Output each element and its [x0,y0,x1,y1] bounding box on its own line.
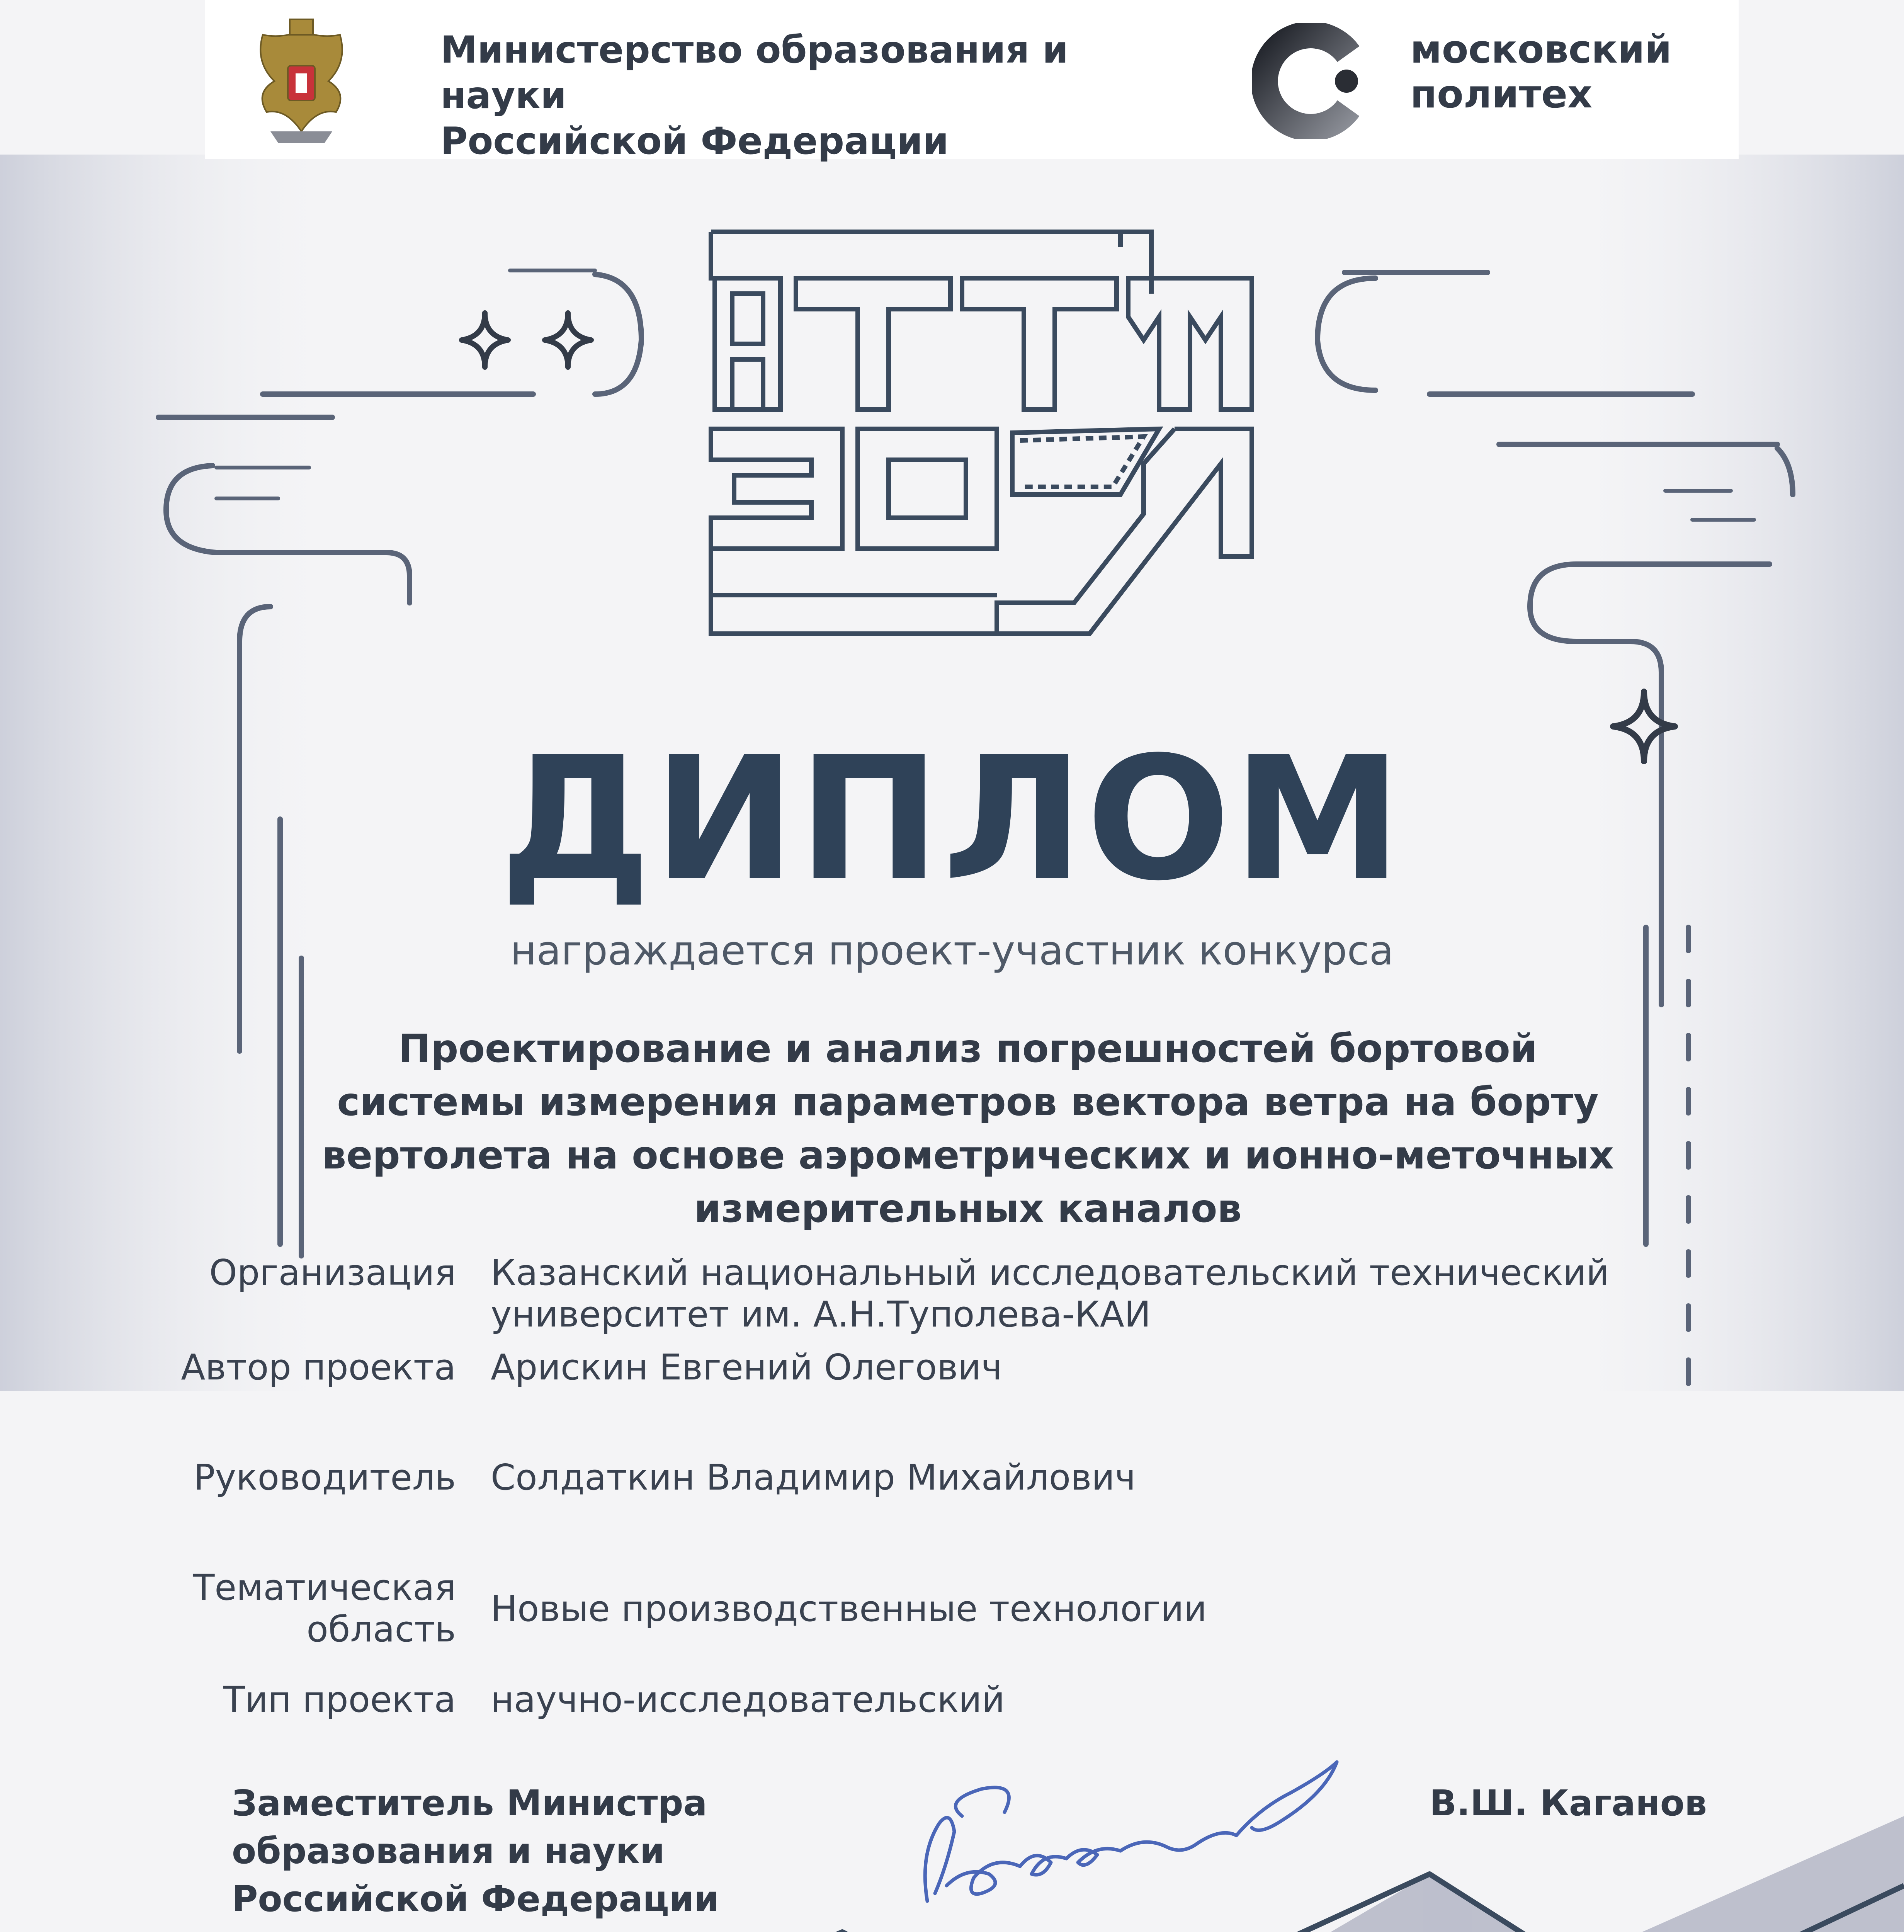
ministry-name-line-2: Российской Федерации [440,119,949,163]
thematic-area-value-text: Новые производственные технологии [491,1588,1207,1629]
signatory-name: В.Ш. Каганов [1430,1782,1707,1824]
organization-label-text: Организация [209,1252,456,1293]
author-value [491,1347,1611,1388]
signatory-title-line: образования и науки [232,1830,665,1872]
diploma-title: ДИПЛОМ [500,720,1404,918]
project-type-value [491,1679,1611,1721]
university-name-line-2: политех [1410,71,1593,117]
project-title-line: системы измерения параметров вектора ветра на борту [337,1079,1599,1124]
ministry-name [440,27,1194,164]
author-label [0,1347,456,1388]
organization-value [491,1252,1611,1335]
thematic-area-label [0,1567,456,1650]
project-title-line: вертолета на основе аэрометрических и ионно-меточных [322,1133,1614,1178]
author-value-text: Арискин Евгений Олегович [491,1347,1002,1388]
supervisor-value-text: Солдаткин Владимир Михайлович [491,1457,1136,1498]
organization-label [0,1252,456,1294]
event-logo [711,232,1252,634]
ministry-name-line-1: Министерство образования и науки [440,28,1069,117]
project-title-line: Проектирование и анализ погрешностей бортовой [398,1026,1537,1071]
organization-value-line: Казанский национальный исследовательский технический [491,1252,1610,1293]
supervisor-label [0,1457,456,1498]
coat-of-arms-icon [240,15,363,147]
signatory-title [232,1779,811,1923]
project-type-label [0,1679,456,1721]
signatory-title-line: Заместитель Министра [232,1782,707,1824]
project-title-line: измерительных каналов [694,1186,1242,1231]
organization-value-line: университет им. А.Н.Туполева-КАИ [491,1294,1151,1335]
supervisor-value [491,1457,1611,1498]
polytech-logo-icon [1252,23,1375,139]
project-type-value-text: научно-исследовательский [491,1679,1005,1720]
thematic-area-label-line: Тематическая [193,1567,456,1608]
university-name-line-1: московский [1410,27,1672,72]
signature-icon [904,1739,1352,1917]
author-label-text: Автор проекта [181,1347,456,1388]
project-title [301,1022,1634,1235]
diploma-subtitle: награждается проект-участник конкурса [510,927,1394,974]
signatory-title-line: Российской Федерации [232,1878,719,1920]
supervisor-label-text: Руководитель [194,1457,456,1498]
project-type-label-text: Тип проекта [223,1679,456,1720]
thematic-area-value [491,1588,1611,1630]
thematic-area-label-line: область [306,1609,456,1650]
university-name [1410,27,1719,117]
